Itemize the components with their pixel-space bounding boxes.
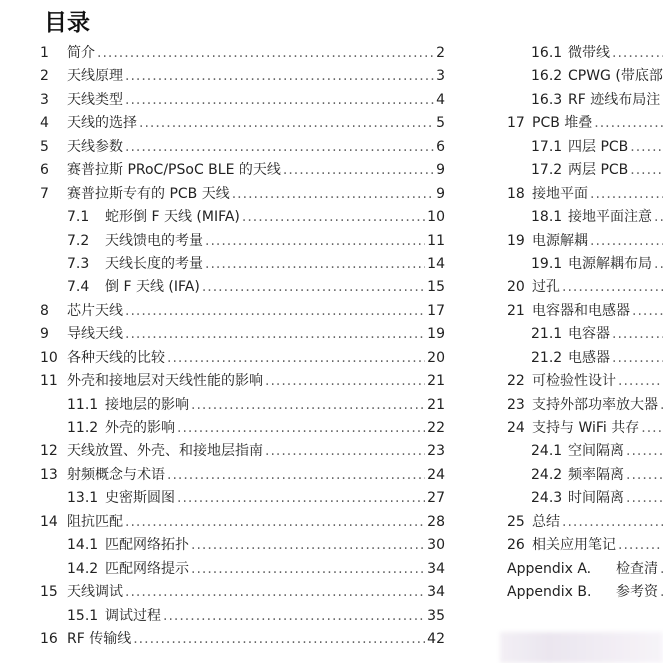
toc-entry-number: 15.1 [67, 607, 99, 624]
toc-entry[interactable] [507, 581, 663, 604]
dot-leader [167, 464, 425, 487]
dot-leader [641, 417, 663, 440]
toc-entry-number: 17.1 [531, 138, 563, 155]
toc-entry-label: 天线的选择 [67, 115, 137, 132]
dot-leader [163, 605, 425, 628]
toc-entry[interactable] [507, 417, 663, 440]
toc-entry[interactable] [40, 65, 445, 88]
dot-leader [125, 511, 425, 534]
toc-entry[interactable] [40, 558, 445, 581]
toc-entry-number: Appendix B. [507, 584, 592, 601]
toc-entry-number: 16.1 [531, 45, 563, 61]
toc-entry-page: 21 [427, 373, 445, 390]
toc-entry-number: 26 [507, 537, 525, 554]
dot-leader [630, 159, 663, 182]
toc-entry[interactable] [40, 534, 445, 557]
toc-entry-number: 10 [40, 349, 58, 366]
dot-leader [265, 440, 425, 463]
toc-entry[interactable] [507, 511, 663, 534]
toc-entry[interactable] [40, 487, 445, 510]
toc-entry[interactable] [507, 136, 663, 159]
dot-leader [626, 487, 663, 510]
dot-leader [630, 136, 663, 159]
toc-entry-label: 电容器 [568, 326, 610, 343]
toc-entry-page: 11 [427, 232, 445, 249]
dot-leader [125, 65, 434, 88]
toc-entry-number: 7.4 [67, 279, 90, 296]
toc-entry[interactable] [507, 370, 663, 393]
toc-entry[interactable] [40, 394, 445, 417]
toc-entry-number: 21 [507, 302, 525, 319]
dot-leader [612, 347, 663, 370]
toc-entry-number: 14.2 [67, 560, 99, 577]
toc-entry-number: 1 [40, 45, 49, 61]
toc-entry-label: 天线类型 [67, 91, 123, 108]
toc-entry-label: 简介 [67, 45, 95, 61]
toc-entry-number: 2 [40, 68, 49, 85]
dot-leader [632, 300, 663, 323]
toc-entry-number: 7.2 [67, 232, 90, 249]
toc-entry-number: 18.1 [531, 209, 563, 226]
toc-entry[interactable] [40, 136, 445, 159]
toc-entry-label: 接地平面注意 [568, 209, 652, 226]
toc-entry-number: 17 [507, 115, 525, 132]
dot-leader [232, 183, 434, 206]
toc-entry-page: 14 [427, 255, 445, 272]
toc-entry[interactable] [507, 112, 663, 135]
toc-entry-page: 9 [436, 185, 445, 202]
dot-leader [562, 276, 663, 299]
toc-entry-label: 调试过程 [105, 607, 161, 624]
toc-entry-label: 频率隔离 [568, 466, 624, 483]
toc-entry-label: 倒 F 天线 (IFA) [105, 279, 200, 296]
toc-entry-label: 天线长度的考量 [105, 255, 203, 272]
toc-entry[interactable] [507, 159, 663, 182]
dot-leader [191, 394, 425, 417]
toc-entry-label: 匹配网络提示 [105, 560, 189, 577]
toc-entry-number: 9 [40, 326, 49, 343]
toc-entry-number: Appendix A. [507, 560, 592, 577]
toc-entry-page: 10 [427, 209, 445, 226]
toc-entry[interactable] [507, 253, 663, 276]
toc-entry-number: 14 [40, 513, 58, 530]
toc-entry-label: 天线原理 [67, 68, 123, 85]
toc-entry-page: 17 [427, 302, 445, 319]
dot-leader [97, 42, 434, 65]
toc-entry-page: 9 [436, 162, 445, 179]
toc-entry[interactable] [40, 581, 445, 604]
dot-leader [133, 628, 425, 651]
dot-leader [205, 253, 425, 276]
toc-entry-number: 13 [40, 466, 58, 483]
toc-entry-page: 27 [427, 490, 445, 507]
dot-leader [125, 136, 434, 159]
toc-entry-label: 时间隔离 [568, 490, 624, 507]
toc-entry-number: 4 [40, 115, 49, 132]
toc-entry[interactable] [40, 89, 445, 112]
toc-entry[interactable] [40, 511, 445, 534]
toc-entry[interactable] [40, 230, 445, 253]
dot-leader [590, 183, 663, 206]
toc-entry-label: 射频概念与术语 [67, 466, 165, 483]
dot-leader [167, 347, 425, 370]
toc-entry-label: 导线天线 [67, 326, 123, 343]
toc-entry-page: 35 [427, 607, 445, 624]
toc-left-column [40, 42, 445, 651]
dot-leader [139, 112, 434, 135]
toc-entry-label: 匹配网络拓扑 [105, 537, 189, 554]
toc-entry-number: 23 [507, 396, 525, 413]
toc-entry-label: 过孔 [532, 279, 560, 296]
toc-entry-label: 赛普拉斯专有的 PCB 天线 [67, 185, 230, 202]
toc-entry[interactable] [40, 464, 445, 487]
toc-entry-page: 20 [427, 349, 445, 366]
toc-entry-label: RF 迹线布局注 [568, 91, 661, 108]
dot-leader [191, 558, 425, 581]
toc-entry[interactable] [40, 206, 445, 229]
toc-entry-page: 15 [427, 279, 445, 296]
toc-entry-label: 阻抗匹配 [67, 513, 123, 530]
toc-entry[interactable] [40, 440, 445, 463]
toc-entry-number: 25 [507, 513, 525, 530]
toc-entry-number: 11.2 [67, 420, 99, 436]
toc-entry[interactable] [507, 347, 663, 370]
toc-entry-label: 电容器和电感器 [532, 302, 630, 319]
toc-entry-page: 21 [427, 396, 445, 413]
toc-entry-label: 电源解耦 [532, 232, 588, 249]
toc-entry-number: 21.2 [531, 349, 563, 366]
toc-entry-number: 22 [507, 373, 525, 390]
toc-entry[interactable] [40, 253, 445, 276]
dot-leader [626, 464, 663, 487]
toc-entry-number: 6 [40, 162, 49, 179]
toc-entry-number: 7.1 [67, 209, 90, 226]
toc-entry-label: 天线放置、外壳、和接地层指南 [67, 443, 263, 460]
toc-entry-page: 34 [427, 584, 445, 601]
toc-entry-page: 19 [427, 326, 445, 343]
toc-entry-number: 16.2 [531, 68, 563, 85]
toc-entry-number: 7 [40, 185, 49, 202]
toc-entry[interactable] [40, 605, 445, 628]
toc-entry-number: 14.1 [67, 537, 99, 554]
toc-entry-label: CPWG (带底部 [568, 68, 663, 85]
dot-leader [125, 89, 434, 112]
dot-leader [242, 206, 425, 229]
toc-entry-number: 24.2 [531, 466, 563, 483]
toc-entry-page: 28 [427, 513, 445, 530]
toc-entry-page: 4 [436, 91, 445, 108]
dot-leader [202, 276, 425, 299]
dot-leader [125, 300, 425, 323]
toc-entry[interactable] [507, 276, 663, 299]
toc-entry-page: 5 [436, 115, 445, 132]
toc-right-column [507, 42, 663, 605]
toc-entry-page: 23 [427, 443, 445, 460]
toc-entry-label: 电源解耦布局 [568, 255, 652, 272]
toc-entry[interactable] [507, 558, 663, 581]
toc-entry-page: 34 [427, 560, 445, 577]
toc-entry-label: RF 传输线 [67, 630, 132, 647]
toc-entry-label: 蛇形倒 F 天线 (MIFA) [105, 209, 240, 226]
toc-entry[interactable] [507, 487, 663, 510]
toc-entry-label: 四层 PCB [568, 138, 629, 155]
dot-leader [626, 440, 663, 463]
dot-leader [594, 112, 663, 135]
toc-entry[interactable] [507, 89, 663, 112]
toc-entry-number: 18 [507, 185, 525, 202]
toc-entry-label: 微带线 [568, 45, 610, 61]
toc-entry-number: 19.1 [531, 255, 563, 272]
toc-entry-label: 相关应用笔记 [532, 537, 616, 554]
toc-entry-page: 30 [427, 537, 445, 554]
toc-entry-number: 17.2 [531, 162, 563, 179]
toc-entry-number: 3 [40, 91, 49, 108]
toc-entry[interactable] [507, 394, 663, 417]
toc-entry-number: 16 [40, 630, 58, 647]
toc-entry-label: 参考资 [616, 584, 658, 601]
dot-leader [265, 370, 425, 393]
toc-entry[interactable] [40, 276, 445, 299]
toc-entry-label: 天线调试 [67, 584, 123, 601]
toc-entry[interactable] [507, 65, 663, 88]
toc-entry-label: 检查清 [616, 560, 658, 577]
toc-entry-number: 8 [40, 302, 49, 319]
dot-leader [177, 417, 425, 440]
dot-leader [562, 511, 663, 534]
toc-entry-label: 支持与 WiFi 共存 [532, 420, 640, 436]
toc-entry-label: 天线馈电的考量 [105, 232, 203, 249]
toc-entry-label: 电感器 [568, 349, 610, 366]
toc-entry-label: 接地层的影响 [105, 396, 189, 413]
toc-entry-page: 24 [427, 466, 445, 483]
toc-entry-page: 3 [436, 68, 445, 85]
dot-leader [125, 323, 425, 346]
toc-entry-page: 22 [427, 420, 445, 436]
toc-entry[interactable] [40, 323, 445, 346]
toc-entry-number: 11 [40, 373, 58, 390]
toc-entry-number: 24.1 [531, 443, 563, 460]
dot-leader [612, 42, 663, 65]
toc-entry-label: 两层 PCB [568, 162, 629, 179]
toc-entry-label: 外壳的影响 [105, 420, 175, 436]
toc-entry-number: 7.3 [67, 255, 90, 272]
toc-entry-label: 可检验性设计 [532, 373, 616, 390]
toc-entry-label: 接地平面 [532, 185, 588, 202]
toc-entry-number: 24 [507, 420, 525, 436]
dot-leader [612, 323, 663, 346]
toc-entry-page: 2 [436, 45, 445, 61]
dot-leader [654, 206, 663, 229]
page-title: 目录 [44, 10, 90, 36]
toc-entry[interactable] [40, 628, 445, 651]
toc-entry[interactable] [507, 183, 663, 206]
toc-entry-label: 支持外部功率放大器 [532, 396, 658, 413]
toc-entry[interactable] [507, 464, 663, 487]
toc-entry-label: 外壳和接地层对天线性能的影响 [67, 373, 263, 390]
toc-entry[interactable] [40, 183, 445, 206]
toc-entry-number: 12 [40, 443, 58, 460]
toc-entry[interactable] [507, 42, 663, 65]
toc-entry[interactable] [507, 534, 663, 557]
toc-entry[interactable] [40, 417, 445, 440]
toc-entry-number: 5 [40, 138, 49, 155]
toc-entry[interactable] [40, 159, 445, 182]
toc-entry-label: 各种天线的比较 [67, 349, 165, 366]
toc-entry[interactable] [507, 440, 663, 463]
toc-entry[interactable] [40, 300, 445, 323]
dot-leader [125, 581, 425, 604]
toc-entry[interactable] [40, 370, 445, 393]
toc-entry-label: 史密斯圆图 [105, 490, 175, 507]
toc-entry-label: 芯片天线 [67, 302, 123, 319]
toc-entry-label: 赛普拉斯 PRoC/PSoC BLE 的天线 [67, 162, 281, 179]
toc-entry-number: 19 [507, 232, 525, 249]
toc-entry-number: 21.1 [531, 326, 563, 343]
toc-entry-label: PCB 堆叠 [532, 115, 593, 132]
dot-leader [590, 230, 663, 253]
dot-leader [177, 487, 425, 510]
toc-entry[interactable] [507, 300, 663, 323]
toc-entry-page: 42 [427, 630, 445, 647]
toc-entry[interactable] [507, 230, 663, 253]
toc-entry-number: 24.3 [531, 490, 563, 507]
dot-leader [618, 370, 663, 393]
toc-entry[interactable] [507, 206, 663, 229]
toc-entry-number: 16.3 [531, 91, 563, 108]
toc-entry-number: 15 [40, 584, 58, 601]
dot-leader [191, 534, 425, 557]
toc-entry-number: 13.1 [67, 490, 99, 507]
dot-leader [654, 253, 663, 276]
blurred-watermark [500, 632, 663, 663]
dot-leader [283, 159, 434, 182]
toc-entry-page: 6 [436, 138, 445, 155]
toc-entry-number: 11.1 [67, 396, 99, 413]
toc-entry-label: 天线参数 [67, 138, 123, 155]
toc-entry-label: 空间隔离 [568, 443, 624, 460]
toc-entry[interactable] [40, 112, 445, 135]
dot-leader [205, 230, 425, 253]
toc-entry[interactable] [40, 42, 445, 65]
toc-entry-number: 20 [507, 279, 525, 296]
toc-entry[interactable] [507, 323, 663, 346]
toc-entry[interactable] [40, 347, 445, 370]
toc-entry-label: 总结 [532, 513, 560, 530]
dot-leader [618, 534, 663, 557]
